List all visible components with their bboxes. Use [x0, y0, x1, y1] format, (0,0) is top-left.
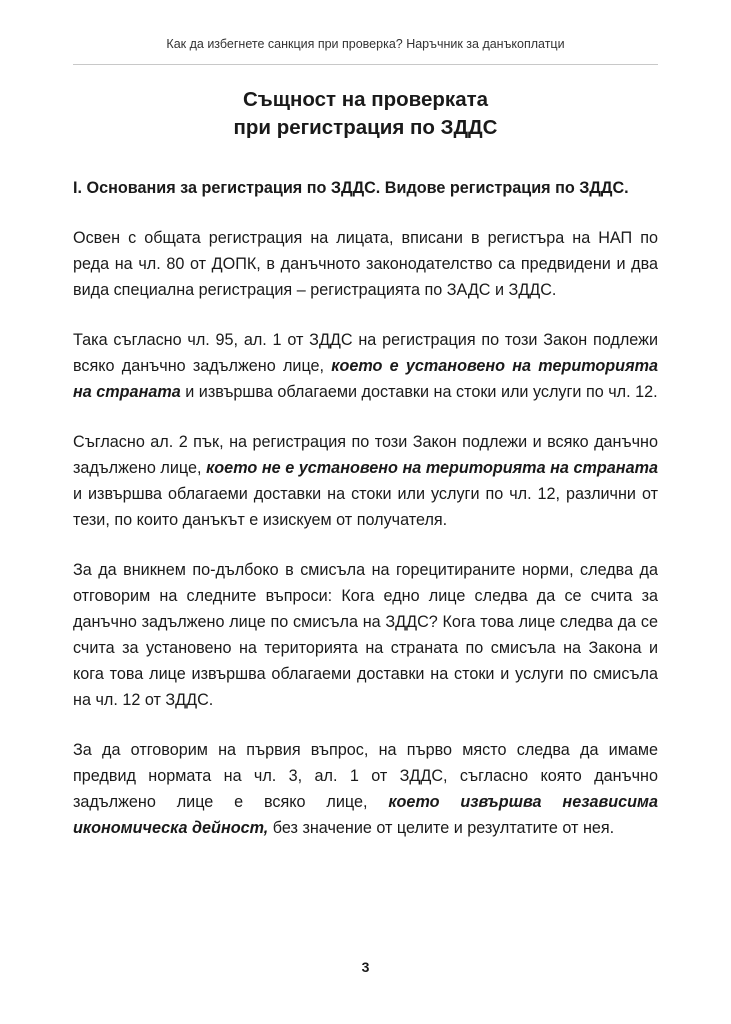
- paragraph-2-text-start: Така съгласно чл. 95, ал. 1 от ЗДДС на регистрация по този Закон подлежи всяко данъчно задължено лице,: [73, 331, 658, 375]
- section-heading: I. Основания за регистрация по ЗДДС. Видове регистрация по ЗДДС.: [73, 179, 629, 197]
- paragraph-5-text-start: За да отговорим на първия въпрос, на първо място следва да имаме предвид нормата на чл. 3, ал. 1 от ЗДДС, съгласно която данъчно задължено лице е всяко лице,: [73, 741, 658, 811]
- paragraph-3-text-start: Съгласно ал. 2 пък, на регистрация по този Закон подлежи и всяко данъчно задължено лице,: [73, 433, 658, 477]
- running-header: Как да избегнете санкция при проверка? Наръчник за данъкоплатци: [166, 37, 565, 51]
- paragraph-1: Освен с общата регистрация на лицата, вписани в регистъра на НАП по реда на чл. 80 от ДОПК, в данъчното законодателство са предвидени и два вида специална регистрация – регистрацията по ЗАДС и ЗДДС.: [73, 229, 658, 299]
- page-title-line-2: при регистрация по ЗДДС: [233, 116, 498, 139]
- paragraph-3-emphasis: което не е установено на територията на страната: [206, 459, 658, 477]
- paragraph-2-emphasis: което е установено на територията на страната: [73, 357, 658, 401]
- page-title: [73, 86, 658, 142]
- paragraph-4: За да вникнем по-дълбоко в смисъла на горецитираните норми, следва да отговорим на следните въпроси: Кога едно лице следва да се счита за данъчно задължено лице по смисъла на ЗДДС? Кога това лице следва да се счита за установено на територията на страната по смисъла на Закона и кога това лице извършва облагаеми доставки на стоки и услуги по смисъла на чл. 12 от ЗДДС.: [73, 561, 658, 709]
- paragraph-3: [73, 429, 658, 533]
- paragraph-2-text-end: и извършва облагаеми доставки на стоки или услуги по чл. 12.: [180, 383, 658, 401]
- paragraph-5-text-end: без значение от целите и резултатите от нея.: [268, 819, 615, 837]
- page-number: 3: [361, 959, 370, 975]
- paragraph-5-emphasis: което извършва независима икономическа дейност,: [73, 793, 658, 837]
- page-title-line-1: Същност на проверката: [242, 88, 489, 111]
- document-body: [73, 175, 658, 841]
- paragraph-2: [73, 327, 658, 405]
- paragraph-3-text-end: и извършва облагаеми доставки на стоки или услуги по чл. 12, различни от тези, по които данъкът е изискуем от получателя.: [73, 485, 658, 529]
- header-divider: [73, 64, 658, 65]
- paragraph-5: [73, 737, 658, 841]
